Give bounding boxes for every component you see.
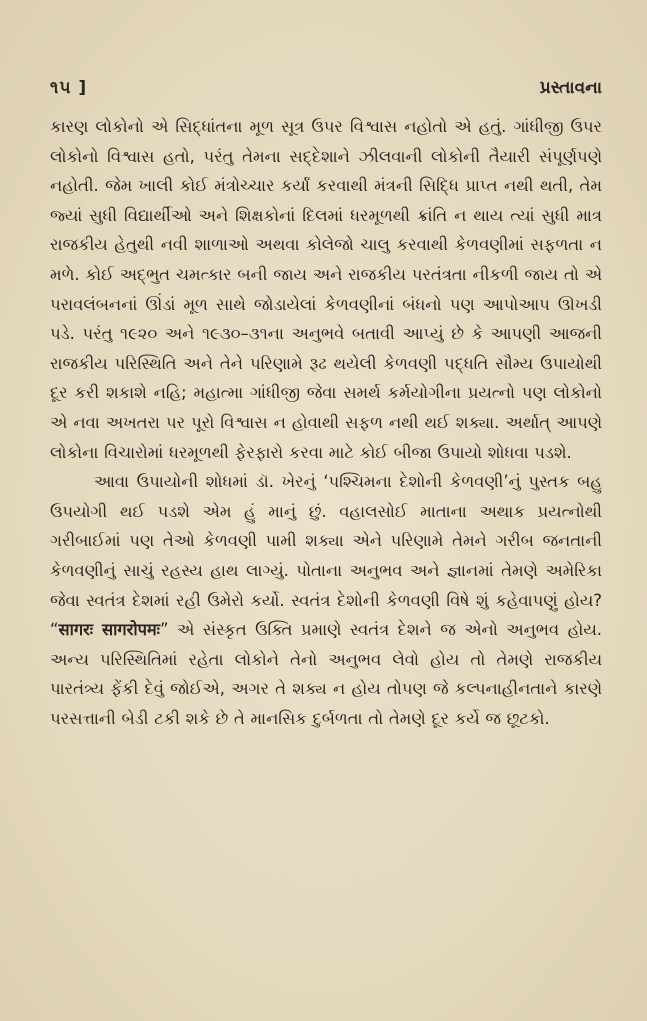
book-page [50, 78, 602, 733]
paragraph-1: કારણ લોકોનો એ સિદ્ધાંતના મૂળ સૂત્ર ઉપર વિશ્વાસ નહોતો એ હતું. ગાંધીજી ઉપર લોકોનો વિશ્વાસ હતો, પરંતુ તેમના સદ્દેશાને ઝીલવાની લોકોની તૈયારી સંપૂર્ણપણે નહોતી. જેમ ખાલી કોઈ મંત્રોચ્ચાર કર્યાં કરવાથી મંત્રની સિદ્ધિ પ્રાપ્ત નથી થતી, તેમ જ્યાં સુધી વિદ્યાર્થીઓ અને શિક્ષકોનાં દિલમાં ધરમૂળથી ક્રાંતિ ન થાય ત્યાં સુધી માત્ર રાજકીય હેતુથી નવી શાળાઓ અથવા કોલેજો ચાલુ કરવાથી કેળવણીમાં સફળતા ન મળે. કોઈ અદ્ભુત ચમત્કાર બની જાય અને રાજકીય પરતંત્રતા નીકળી જાય તો એ પરાવલંબનનાં ઊંડાં મૂળ સાથે જોડાયેલાં કેળવણીનાં બંધનો પણ આપોઆપ ઊખડી પડે. પરંતુ ૧૯૨૦ અને ૧૯૩૦–૩૧ના અનુભવે બતાવી આપ્યું છે કે આપણી આજની રાજકીય પરિસ્થિતિ અને તેને પરિણામે રૂઢ થયેલી કેળવણી પદ્ધતિ સૌમ્ય ઉપાયોથી દૂર કરી શકાશે નહિ; મહાત્મા ગાંધીજી જેવા સમર્થ કર્મયોગીના પ્રયત્નો પણ લોકોનો એ નવા અખતરા પર પૂરો વિશ્વાસ ન હોવાથી સફળ નથી થઈ શક્યા. અર્થાત્ આપણે લોકોના વિચારોમાં ધરમૂળથી ફેરફારો કરવા માટે કોઈ બીજા ઉપાયો શોધવા પડશે. [50, 117, 602, 462]
paragraph-2-text-before: આવા ઉપાયોની શોધમાં ડૉ. ખેરનું ‘પશ્ચિમના દેશોની કેળવણી’નું પુસ્તક બહુ ઉપયોગી થઈ પડશે એમ હું માનું છું. વહાલસોઈ માતાના અથાક પ્રયત્નોથી ગરીબાઈમાં પણ તેઓ કેળવણી પામી શક્યા એને પરિણામે તેમને ગરીબ જનતાની કેળવણીનું સાચું રહસ્ય હાથ લાગ્યું. પોતાના અનુભવ અને જ્ઞાનમાં તેમણે અમેરિકા જેવા સ્વતંત્ર દેશમાં રહી ઉમેરો કર્યો. સ્વતંત્ર દેશોની કેળવણી વિષે શું કહેવાપણું હોય? “ [50, 472, 602, 640]
running-title: પ્રસ્તાવના [539, 78, 602, 98]
paragraph-2 [50, 467, 602, 733]
paragraph-2-text-after: ” એ સંસ્કૃત ઉક્તિ પ્રમાણે સ્વતંત્ર દેશને જ એનો અનુભવ હોય. અન્ય પરિસ્થિતિમાં રહેતા લોકોને તેનો અનુભવ લેવો હોય તો તેમણે રાજકીય પારતંત્ર્ય ફેંકી દેવું જોઈએ, અગર તે શક્ય ન હોય તોપણ જે કલ્પનાહીનતાને કારણે પરસત્તાની બેડી ટકી શકે છે તે માનસિક દુર્બળતા તો તેમણે દૂર કર્યે જ છૂટકો. [50, 620, 603, 728]
sanskrit-quote: सागरः सागरोपमः [58, 620, 160, 640]
body-text [50, 112, 602, 733]
page-header [50, 78, 602, 112]
page-number: ૧૫ ] [50, 78, 88, 98]
